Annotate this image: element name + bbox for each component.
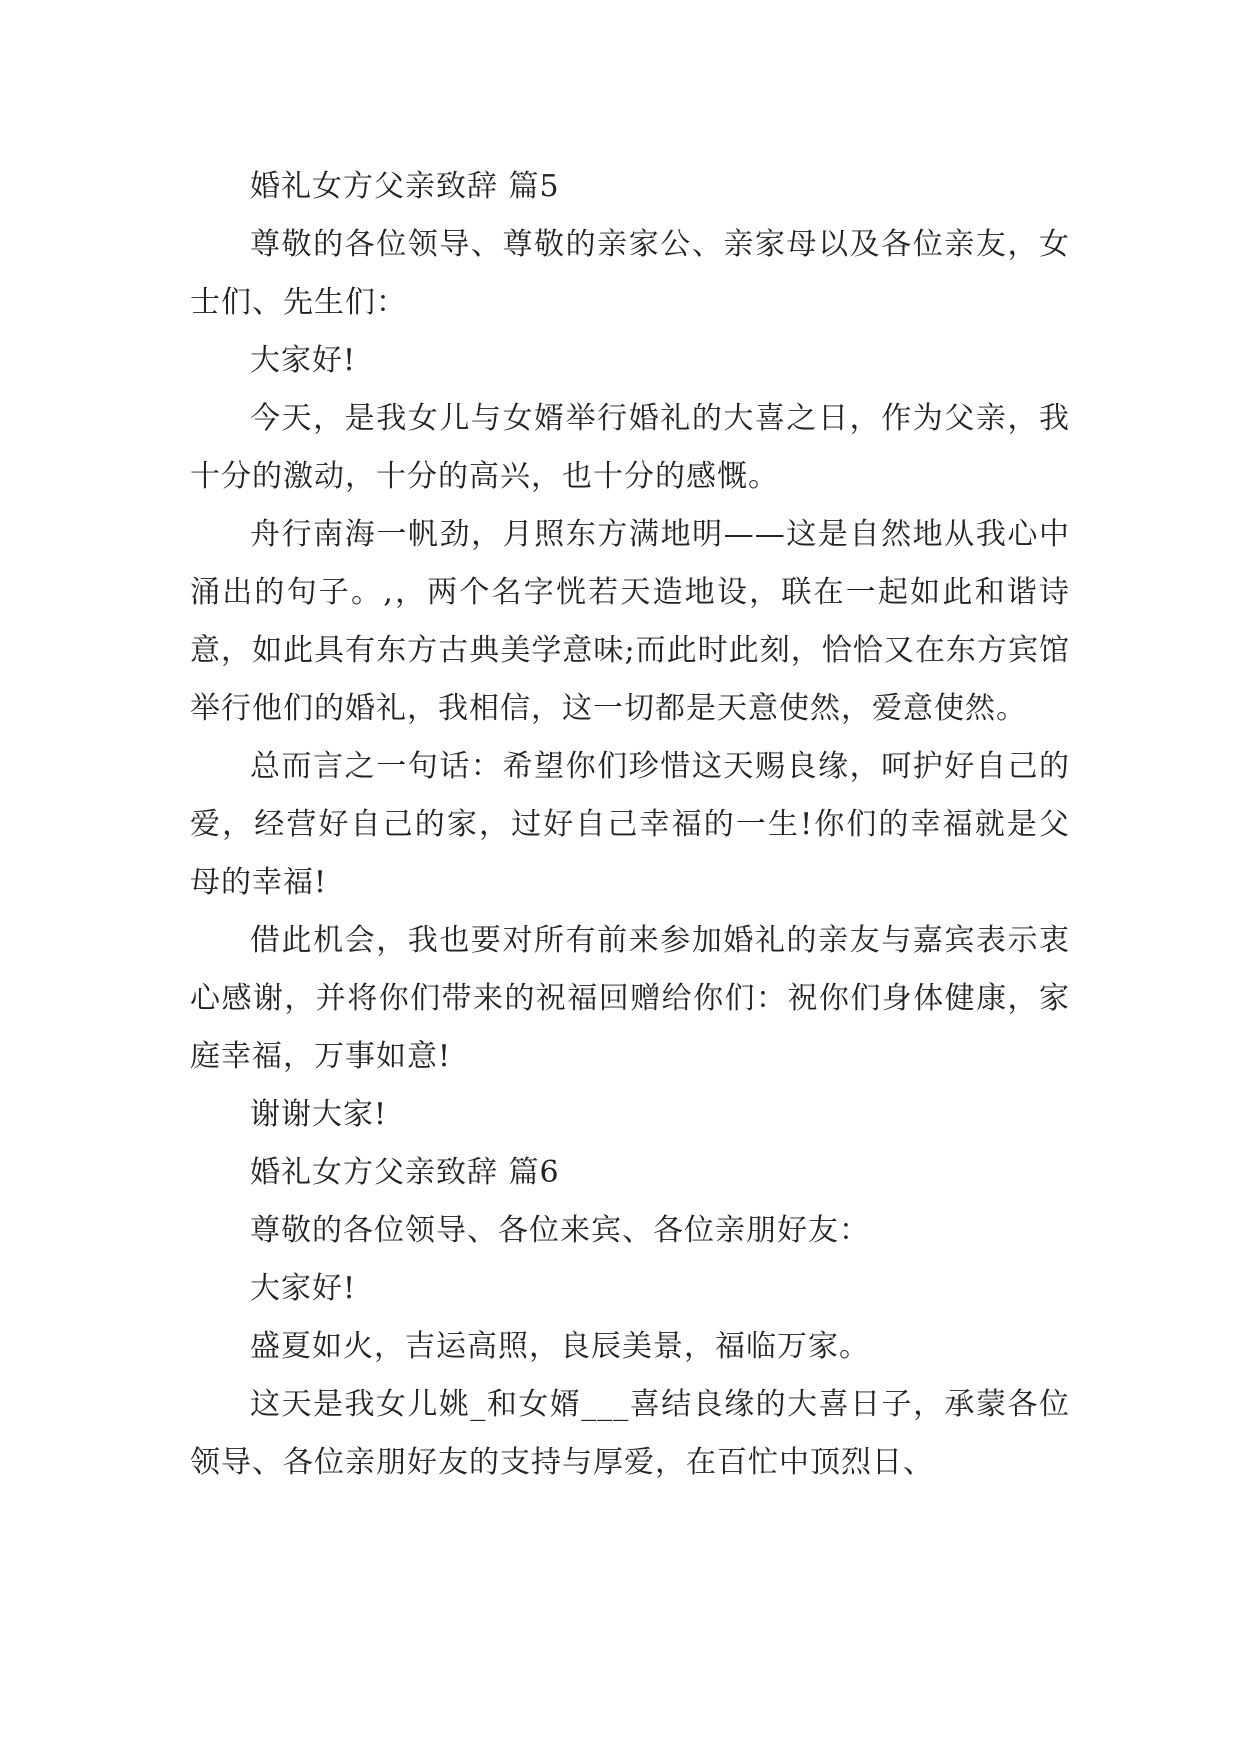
body-paragraph: 舟行南海一帆劲，月照东方满地明——这是自然地从我心中涌出的句子。,，两个名字恍若天造地设，联在一起如此和谐诗意，如此具有东方古典美学意味;而此时此刻，恰恰又在东方宾馆举行他们的婚礼，我相信，这一切都是天意使然，爱意使然。 bbox=[190, 517, 1070, 726]
body-paragraph: 这天是我女儿姚_和女婿___喜结良缘的大喜日子，承蒙各位领导、各位亲朋好友的支持与厚爱，在百忙中顶烈日、 bbox=[190, 1387, 1070, 1480]
body-paragraph: 借此机会，我也要对所有前来参加婚礼的亲友与嘉宾表示衷心感谢，并将你们带来的祝福回赠给你们：祝你们身体健康，家庭幸福，万事如意! bbox=[190, 923, 1070, 1074]
body-paragraph: 盛夏如火，吉运高照，良辰美景，福临万家。 bbox=[250, 1329, 870, 1364]
section-heading-6: 婚礼女方父亲致辞 篇6 bbox=[250, 1155, 560, 1190]
salutation-paragraph: 尊敬的各位领导、各位来宾、各位亲朋好友： bbox=[250, 1213, 870, 1248]
section-heading-5: 婚礼女方父亲致辞 篇5 bbox=[250, 169, 560, 204]
greeting-paragraph: 大家好! bbox=[250, 1271, 357, 1306]
greeting-paragraph: 大家好! bbox=[250, 343, 357, 378]
document-body bbox=[190, 158, 1070, 1492]
closing-paragraph: 谢谢大家! bbox=[250, 1097, 388, 1132]
body-paragraph: 总而言之一句话：希望你们珍惜这天赐良缘，呵护好自己的爱，经营好自己的家，过好自己幸福的一生!你们的幸福就是父母的幸福! bbox=[190, 749, 1070, 900]
body-paragraph: 今天，是我女儿与女婿举行婚礼的大喜之日，作为父亲，我十分的激动，十分的高兴，也十分的感慨。 bbox=[190, 401, 1070, 494]
salutation-paragraph: 尊敬的各位领导、尊敬的亲家公、亲家母以及各位亲友，女士们、先生们： bbox=[190, 227, 1070, 320]
